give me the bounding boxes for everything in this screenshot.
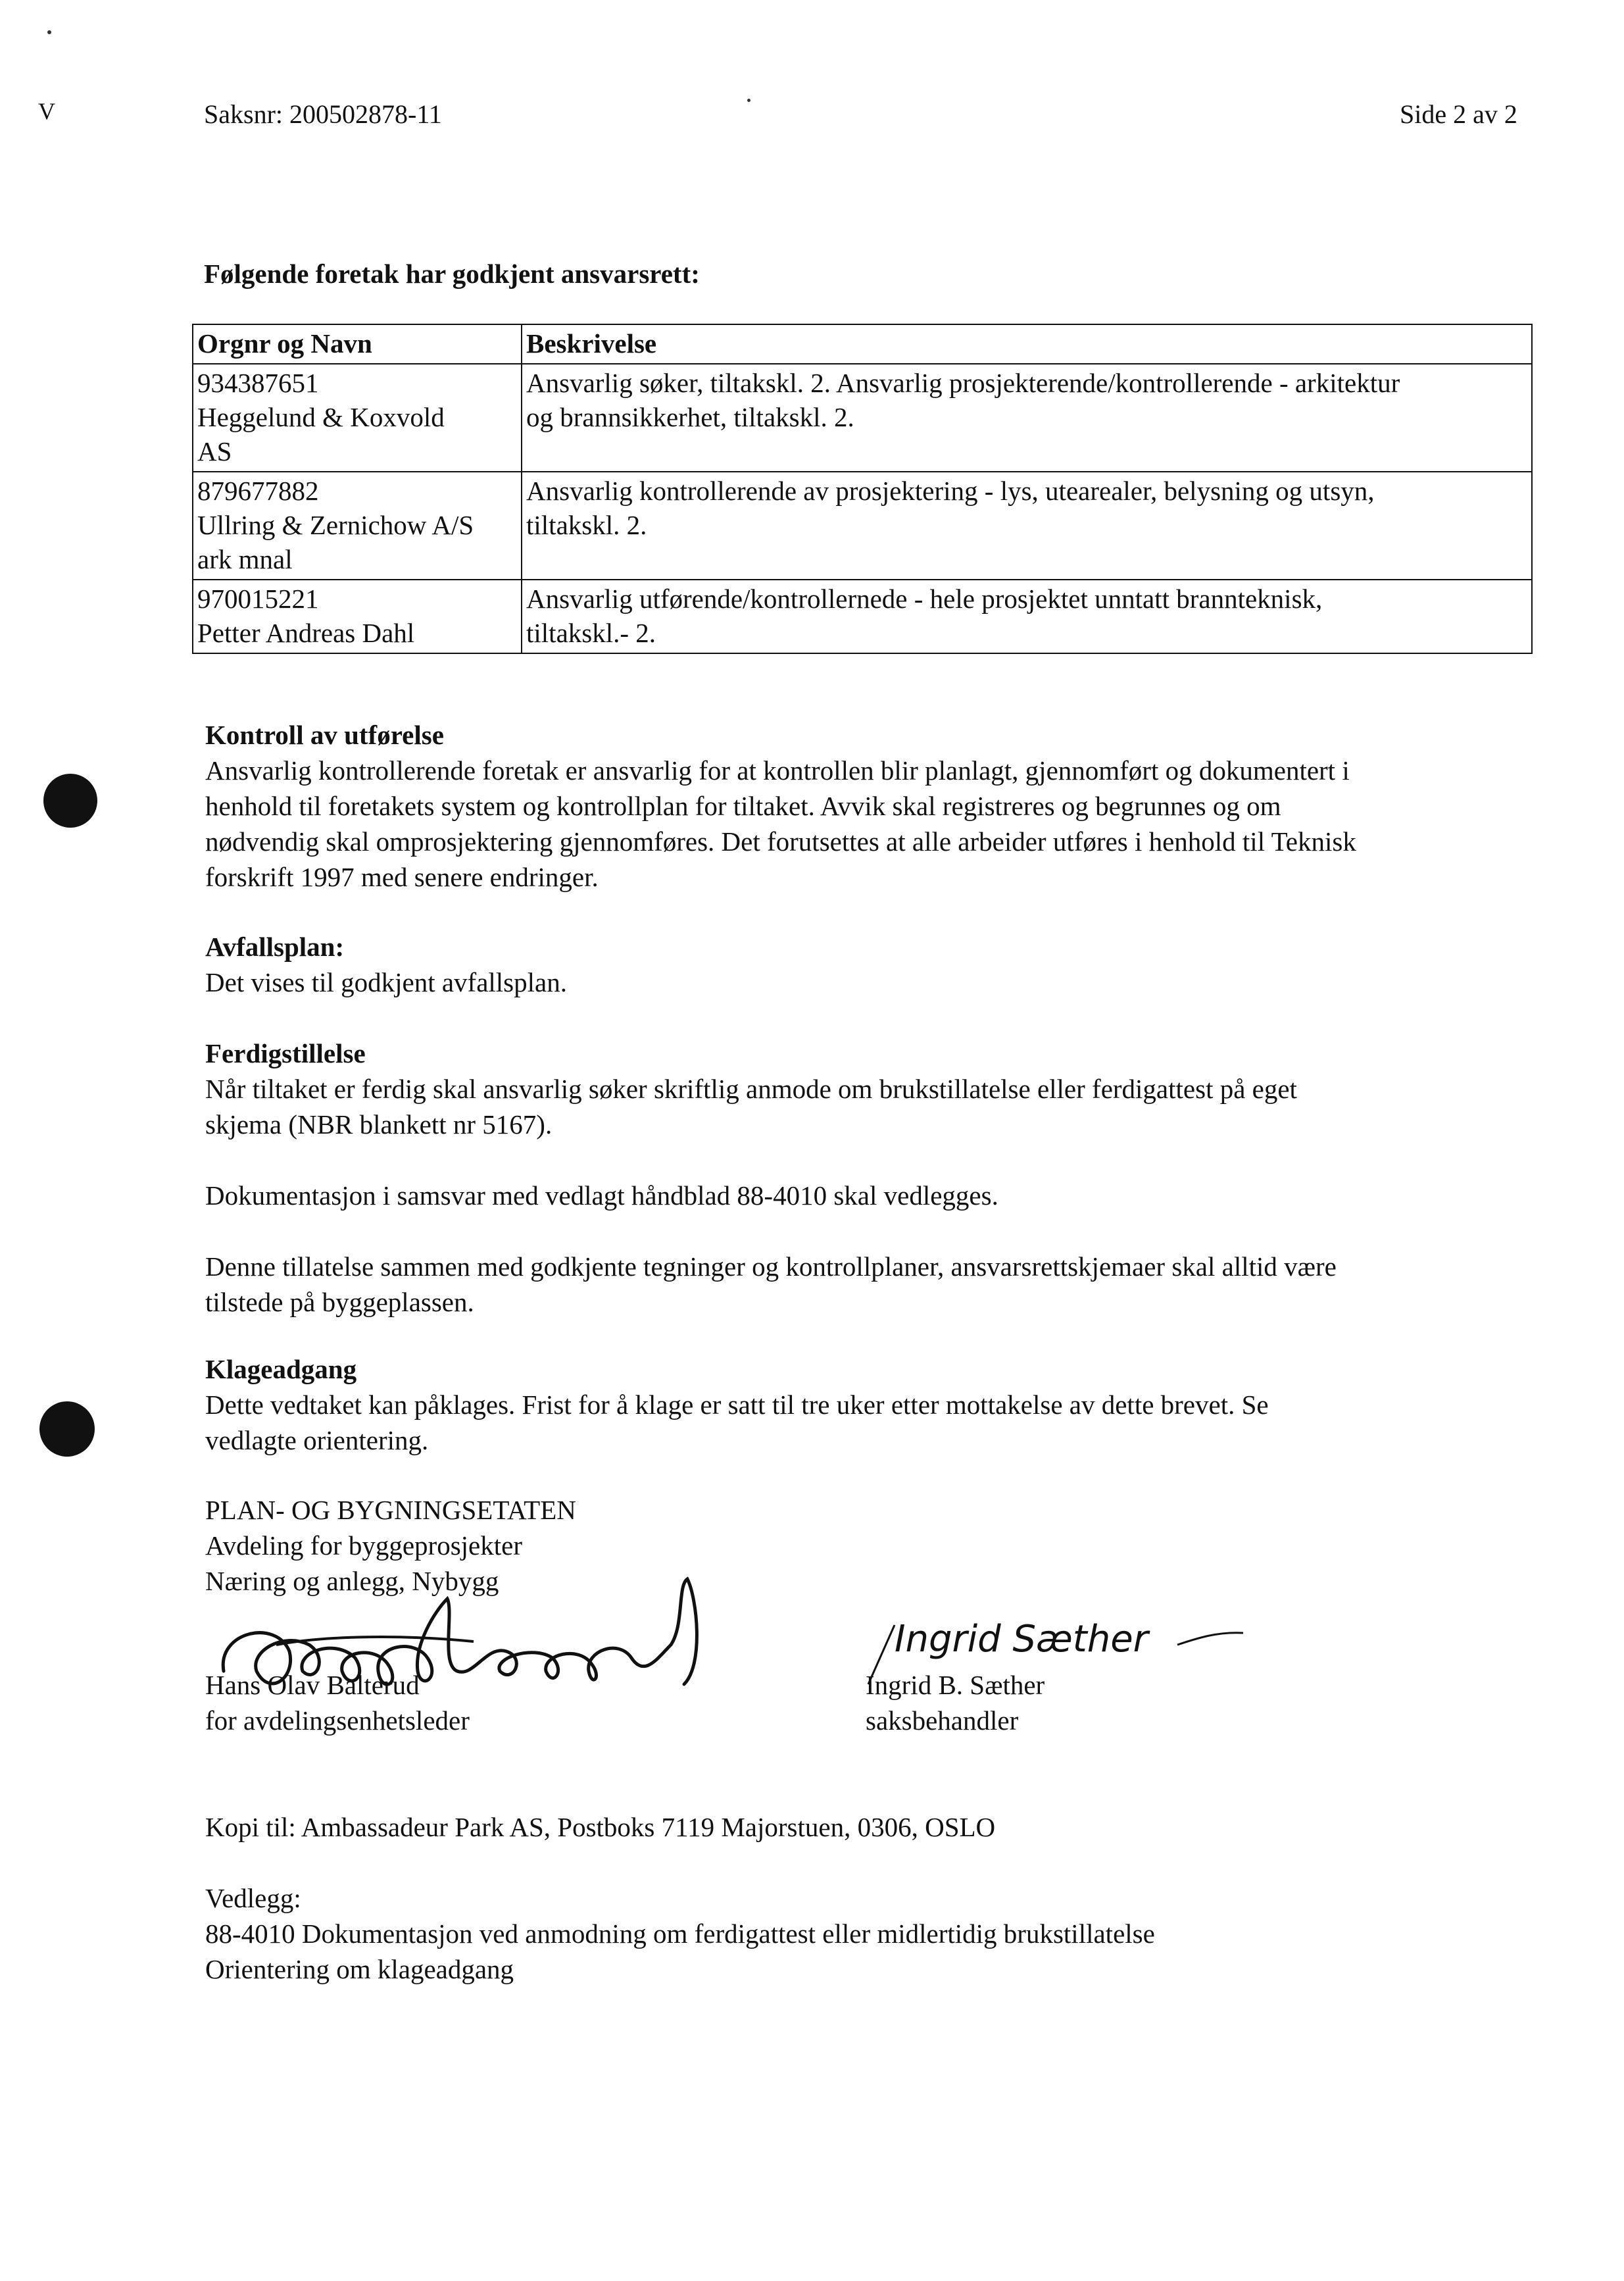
paragraph-line: forskrift 1997 med senere endringer. [205,862,599,892]
description-cell [522,472,1532,580]
attachment-item: 88-4010 Dokumentasjon ved anmodning om ferdigattest eller midlertidig brukstillatelse [205,1918,1155,1949]
section-heading: Avfallsplan: [205,932,345,962]
sender-line: PLAN- OG BYGNINGSETATEN [205,1495,576,1525]
attachment-item: Orientering om klageadgang [205,1954,514,1984]
section-heading: Klageadgang [205,1354,357,1384]
org-number: 970015221 [197,584,319,614]
signatory-role-left: for avdelingsenhetsleder [205,1705,470,1736]
section-ferdigstillelse [205,1036,1540,1320]
paragraph-line: Det vises til godkjent avfallsplan. [205,967,567,997]
org-cell [193,472,522,580]
sender-line: Avdeling for byggeprosjekter [205,1530,522,1561]
table-row [193,580,1532,653]
responsibility-heading: Følgende foretak har godkjent ansvarsrett: [204,259,700,289]
org-name: ark mnal [197,544,293,574]
section-avfallsplan [205,929,1540,1000]
attachments-heading: Vedlegg: [205,1883,301,1913]
responsibility-table [192,324,1533,654]
attachments-block [205,1880,1540,1987]
org-name: Ullring & Zernichow A/S [197,510,474,540]
signatory-name-left: Hans Olav Balterud [205,1670,420,1700]
page-indicator: Side 2 av 2 [1400,99,1517,129]
punch-hole [43,774,97,828]
paragraph-line: nødvendig skal omprosjektering gjennomføres. Det forutsettes at alle arbeider utføres i henhold til Teknisk [205,826,1356,857]
scan-speck [47,30,51,34]
description-line: tiltakskl. 2. [526,510,647,540]
sender-line: Næring og anlegg, Nybygg [205,1566,499,1596]
punch-hole [39,1401,95,1457]
description-line: Ansvarlig søker, tiltakskl. 2. Ansvarlig prosjekterende/kontrollerende - arkitektur [526,368,1400,398]
margin-mark: V [38,98,55,124]
table-row [193,472,1532,580]
org-cell [193,580,522,653]
org-number: 879677882 [197,476,319,506]
paragraph-line: tilstede på byggeplassen. [205,1287,474,1317]
table-header-row [193,324,1532,364]
description-line: og brannsikkerhet, tiltakskl. 2. [526,402,854,432]
description-line: Ansvarlig kontrollerende av prosjektering - lys, utearealer, belysning og utsyn, [526,476,1375,506]
org-name: Petter Andreas Dahl [197,618,415,648]
description-line: Ansvarlig utførende/kontrollernede - hele prosjektet unntatt brannteknisk, [526,584,1323,614]
org-number: 934387651 [197,368,319,398]
section-heading: Ferdigstillelse [205,1038,366,1068]
description-cell [522,364,1532,472]
table-row [193,364,1532,472]
signatory-role-right: saksbehandler [866,1705,1019,1736]
description-line: tiltakskl.- 2. [526,618,656,648]
case-number: Saksnr: 200502878-11 [204,99,442,129]
org-name: Heggelund & Koxvold [197,402,445,432]
org-cell [193,364,522,472]
section-klageadgang [205,1351,1540,1458]
scan-speck [747,99,750,102]
paragraph-line: Dette vedtaket kan påklages. Frist for å klage er satt til tre uker etter mottakelse av dette brevet. Se [205,1390,1269,1420]
paragraph-line: Dokumentasjon i samsvar med vedlagt håndblad 88-4010 skal vedlegges. [205,1180,998,1211]
column-header: Beskrivelse [522,324,1532,364]
column-header: Orgnr og Navn [193,324,522,364]
description-cell [522,580,1532,653]
section-heading: Kontroll av utførelse [205,720,444,750]
section-kontroll [205,717,1540,895]
signature-handwriting: Ingrid Sæther [895,1618,1148,1661]
paragraph-line: vedlagte orientering. [205,1425,429,1455]
copy-to: Kopi til: Ambassadeur Park AS, Postboks 7119 Majorstuen, 0306, OSLO [205,1812,996,1842]
org-name: AS [197,436,232,466]
paragraph-line: Denne tillatelse sammen med godkjente tegninger og kontrollplaner, ansvarsrettskjemaer skal alltid være [205,1251,1337,1282]
signatory-name-right: Ingrid B. Sæther [866,1670,1045,1700]
paragraph-line: Når tiltaket er ferdig skal ansvarlig søker skriftlig anmode om brukstillatelse eller ferdigattest på eget [205,1074,1297,1104]
paragraph-line: henhold til foretakets system og kontrollplan for tiltaket. Avvik skal registreres og begrunnes og om [205,791,1281,821]
paragraph-line: Ansvarlig kontrollerende foretak er ansvarlig for at kontrollen blir planlagt, gjennomført og dokumentert i [205,755,1350,786]
paragraph-line: skjema (NBR blankett nr 5167). [205,1109,553,1140]
